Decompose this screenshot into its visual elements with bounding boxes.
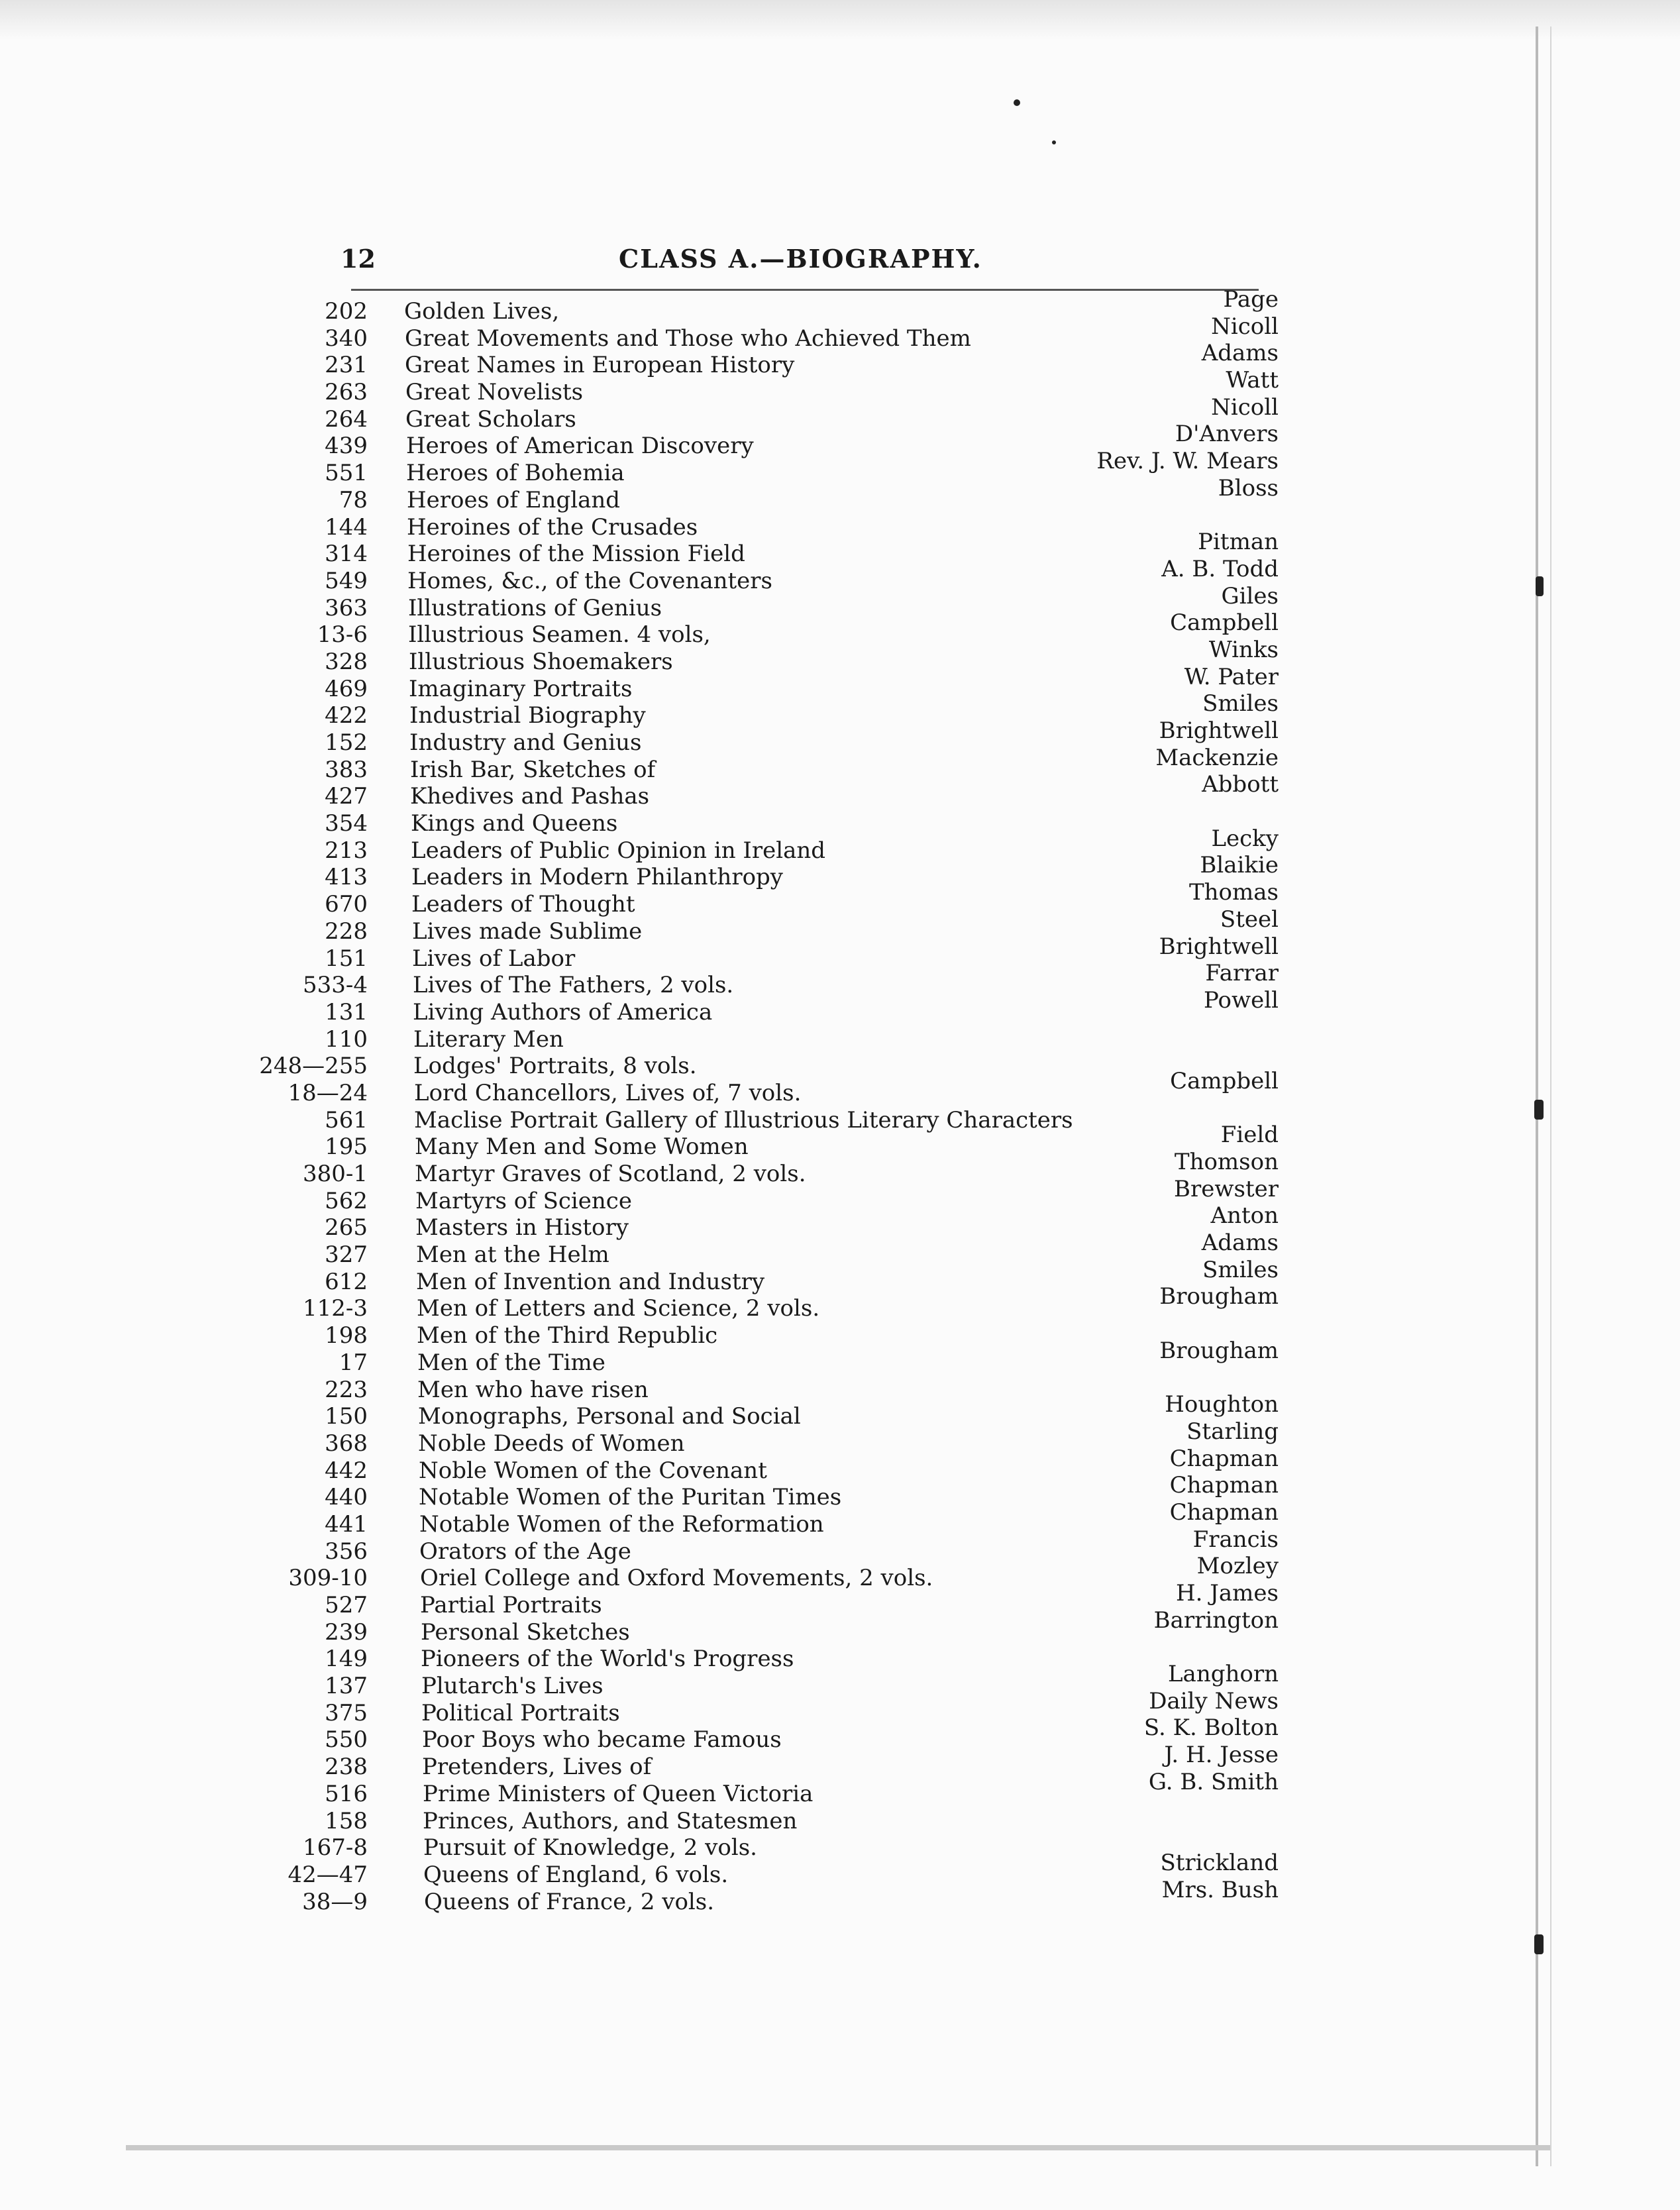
book-title: Leaders in Modern Philanthropy [411, 864, 784, 891]
list-item [325, 1606, 1305, 1646]
catalogue-number: 354 [325, 810, 368, 837]
ink-speck [1052, 140, 1056, 144]
catalogue-number: 13-6 [317, 621, 368, 649]
catalogue-number: 38—9 [302, 1888, 368, 1915]
book-title: Pioneers of the World's Progress [421, 1646, 794, 1673]
author-name: Adams [1201, 340, 1279, 367]
author-name: Brightwell [1159, 933, 1279, 960]
author-name: Giles [1221, 582, 1279, 609]
catalogue-number: 533-4 [302, 972, 368, 999]
author-name: Langhorn [1167, 1661, 1279, 1688]
ink-speck [1534, 1934, 1544, 1954]
author-name: G. B. Smith [1148, 1768, 1279, 1795]
list-item [315, 609, 1305, 649]
catalogue-number: 469 [325, 675, 368, 702]
scan-shadow [0, 0, 1680, 40]
book-title: Lives of The Fathers, 2 vols. [413, 972, 734, 999]
catalogue-number: 149 [325, 1646, 368, 1673]
book-title: Noble Women of the Covenant [419, 1457, 767, 1484]
list-item [313, 448, 1305, 487]
list-item [319, 933, 1305, 973]
author-name: Farrar [1205, 960, 1279, 987]
author-name: Powell [1204, 986, 1279, 1014]
catalogue-number: 202 [325, 298, 368, 325]
author-name: Brewster [1174, 1175, 1279, 1202]
author-name: Campbell [1170, 609, 1279, 637]
ink-speck [1536, 576, 1544, 596]
author-name: Page [1223, 286, 1279, 313]
catalogue-number: 263 [325, 379, 368, 406]
book-title: Masters in History [415, 1214, 629, 1241]
author-name: Rev. J. W. Mears [1096, 448, 1279, 475]
list-item [321, 1107, 1305, 1134]
catalogue-number: 422 [325, 702, 368, 729]
author-name: Smiles [1202, 690, 1279, 717]
book-title: Heroes of Bohemia [406, 460, 625, 487]
list-item [325, 1807, 1305, 1835]
author-name: Daily News [1149, 1687, 1279, 1714]
book-title: Heroines of the Crusades [407, 513, 698, 541]
list-item [288, 1067, 1305, 1107]
author-name: Brougham [1159, 1283, 1279, 1310]
author-name: Starling [1186, 1418, 1279, 1445]
catalogue-number: 356 [325, 1538, 368, 1565]
ink-speck [1014, 99, 1020, 106]
catalogue-number: 18—24 [288, 1079, 368, 1106]
list-item [325, 1391, 1305, 1430]
list-item [315, 555, 1305, 595]
catalogue-number: 137 [325, 1673, 368, 1700]
book-title: Lodges' Portraits, 8 vols. [413, 1053, 697, 1080]
list-item [325, 1526, 1305, 1565]
catalogue-number: 413 [325, 864, 368, 891]
author-name: Mrs. Bush [1161, 1876, 1279, 1903]
catalogue-number: 328 [325, 648, 368, 675]
author-name: Campbell [1170, 1067, 1279, 1094]
list-item [325, 1499, 1305, 1538]
book-title: Leaders of Thought [411, 891, 635, 918]
catalogue-number: 152 [325, 729, 368, 756]
catalogue-number: 167-8 [302, 1834, 368, 1862]
catalogue-number: 150 [325, 1403, 368, 1430]
list-item [324, 1322, 1305, 1349]
author-name: D'Anvers [1175, 421, 1279, 448]
author-name: Winks [1208, 636, 1279, 663]
book-title: Great Scholars [405, 405, 576, 433]
page-edge-secondary [1550, 26, 1551, 2166]
list-item [323, 1256, 1305, 1296]
book-title: Lives of Labor [412, 945, 576, 972]
author-name: Anton [1210, 1202, 1279, 1230]
author-name: Smiles [1202, 1256, 1279, 1283]
author-name: Chapman [1169, 1445, 1279, 1472]
catalogue-number: 550 [325, 1726, 368, 1754]
book-title: Martyrs of Science [415, 1187, 632, 1214]
catalogue-number: 441 [325, 1510, 368, 1538]
catalogue-number: 375 [325, 1699, 368, 1726]
author-name: Blaikie [1200, 852, 1279, 879]
book-title: Heroines of the Mission Field [407, 541, 745, 568]
catalogue-number: 363 [325, 594, 368, 621]
book-title: Queens of England, 6 vols. [423, 1861, 729, 1888]
list-item [316, 663, 1305, 703]
book-title: Golden Lives, [404, 298, 560, 325]
catalogue-list [259, 286, 1305, 1915]
book-title: Political Portraits [421, 1699, 620, 1726]
list-item [311, 286, 1305, 325]
book-title: Personal Sketches [421, 1618, 630, 1646]
list-item [322, 1122, 1305, 1161]
list-item [318, 810, 1305, 837]
author-name: H. James [1176, 1580, 1279, 1606]
list-item [302, 1283, 1305, 1322]
catalogue-number: 549 [325, 567, 368, 594]
book-title: Lives made Sublime [412, 918, 643, 945]
book-title: Heroes of England [407, 486, 621, 513]
book-title: Men at the Helm [416, 1241, 609, 1269]
catalogue-number: 309-10 [288, 1565, 368, 1592]
list-item [318, 825, 1305, 865]
catalogue-number: 264 [325, 405, 368, 433]
book-title: Great Names in European History [405, 352, 795, 379]
author-name: S. K. Bolton [1143, 1714, 1279, 1742]
list-item [321, 1026, 1305, 1053]
catalogue-number: 112-3 [302, 1295, 368, 1322]
author-name: Chapman [1169, 1499, 1279, 1526]
catalogue-number: 516 [325, 1780, 368, 1807]
catalogue-number: 158 [325, 1807, 368, 1834]
book-title: Industrial Biography [409, 702, 646, 729]
book-title: Queens of France, 2 vols. [424, 1888, 715, 1915]
author-name: Barrington [1153, 1606, 1279, 1634]
catalogue-number: 439 [325, 433, 368, 460]
list-item [315, 529, 1305, 568]
book-title: Kings and Queens [411, 810, 618, 837]
list-item [325, 1337, 1305, 1377]
catalogue-number: 314 [325, 541, 368, 568]
author-name: Watt [1226, 367, 1279, 394]
book-title: Maclise Portrait Gallery of Illustrious Literary Characters [414, 1106, 1073, 1133]
list-item [317, 744, 1305, 784]
list-item [302, 960, 1305, 999]
list-item [259, 1053, 1305, 1080]
author-name: Houghton [1165, 1391, 1279, 1418]
catalogue-number: 248—255 [259, 1053, 368, 1080]
catalogue-number: 144 [325, 513, 368, 541]
book-title: Illustrious Shoemakers [409, 648, 673, 675]
list-item [314, 514, 1305, 541]
header-rule [351, 289, 1259, 291]
book-title: Noble Deeds of Women [418, 1430, 685, 1457]
author-name: Adams [1201, 1230, 1279, 1257]
list-item [325, 1768, 1305, 1808]
list-item [302, 1834, 1305, 1862]
book-title: Illustrious Seamen. 4 vols, [408, 621, 711, 649]
book-title: Heroes of American Discovery [406, 433, 754, 460]
list-item [323, 1175, 1305, 1215]
author-name: Brightwell [1159, 717, 1279, 744]
book-title: Orators of the Age [419, 1538, 631, 1565]
author-name: Steel [1220, 906, 1279, 933]
list-item [323, 1230, 1305, 1269]
list-item [319, 852, 1305, 891]
list-item [317, 771, 1305, 810]
author-name: J. H. Jesse [1164, 1742, 1279, 1769]
catalogue-number: 131 [325, 998, 368, 1026]
list-item [325, 1714, 1305, 1754]
catalogue-number: 195 [325, 1133, 368, 1161]
catalogue-number: 265 [325, 1214, 368, 1241]
list-item [316, 636, 1305, 676]
book-title: Martyr Graves of Scotland, 2 vols. [415, 1161, 806, 1187]
list-item [313, 367, 1305, 406]
list-item [319, 906, 1305, 945]
list-item [319, 879, 1305, 918]
catalogue-number: 42—47 [288, 1861, 368, 1888]
ink-speck [1534, 1100, 1544, 1120]
list-item [325, 1445, 1305, 1485]
list-item [323, 1202, 1305, 1241]
list-item [312, 340, 1305, 379]
book-title: Homes, &c., of the Covenanters [407, 567, 772, 594]
book-title: Many Men and Some Women [415, 1133, 749, 1161]
catalogue-number: 670 [325, 891, 368, 918]
catalogue-number: 427 [325, 783, 368, 810]
book-title: Poor Boys who became Famous [422, 1726, 782, 1754]
list-item [315, 582, 1305, 622]
author-name: Nicoll [1211, 313, 1279, 340]
list-item [320, 986, 1305, 1026]
list-item [325, 1418, 1305, 1457]
book-title: Lord Chancellors, Lives of, 7 vols. [414, 1079, 802, 1106]
catalogue-number: 213 [325, 837, 368, 864]
book-title: Industry and Genius [409, 729, 642, 756]
book-title: Monographs, Personal and Social [418, 1403, 801, 1430]
author-name: Nicoll [1211, 394, 1279, 421]
author-name: Brougham [1159, 1337, 1279, 1364]
book-title: Men of Invention and Industry [416, 1268, 765, 1295]
list-item [302, 1149, 1305, 1188]
catalogue-number: 383 [325, 756, 368, 783]
book-title: Notable Women of the Puritan Times [419, 1484, 842, 1511]
book-title: Prime Ministers of Queen Victoria [423, 1780, 814, 1807]
book-title: Partial Portraits [420, 1592, 602, 1618]
catalogue-number: 380-1 [302, 1161, 368, 1187]
catalogue-number: 561 [325, 1106, 368, 1133]
book-title: Princes, Authors, and Statesmen [423, 1807, 798, 1834]
author-name: Field [1220, 1122, 1279, 1149]
book-title: Plutarch's Lives [421, 1673, 604, 1700]
page-edge [1536, 26, 1538, 2166]
book-title: Living Authors of America [413, 998, 713, 1026]
author-name: Pitman [1198, 529, 1279, 556]
book-title: Great Movements and Those who Achieved Them [405, 325, 971, 352]
catalogue-number: 231 [325, 352, 368, 379]
book-title: Great Novelists [405, 379, 584, 406]
catalogue-number: 562 [325, 1187, 368, 1214]
book-title: Literary Men [413, 1026, 564, 1053]
author-name: Strickland [1160, 1849, 1279, 1876]
catalogue-number: 228 [325, 918, 368, 945]
list-item [325, 1377, 1305, 1404]
book-title: Irish Bar, Sketches of [410, 756, 656, 783]
catalogue-number: 442 [325, 1457, 368, 1484]
book-title: Men of the Third Republic [417, 1322, 718, 1349]
author-name: Mackenzie [1155, 744, 1279, 771]
catalogue-number: 340 [325, 325, 368, 352]
author-name: Lecky [1211, 825, 1279, 852]
page-bottom-edge [126, 2145, 1550, 2150]
author-name: Thomson [1174, 1149, 1279, 1175]
catalogue-number: 527 [325, 1592, 368, 1618]
catalogue-number: 17 [339, 1349, 368, 1376]
book-title: Notable Women of the Reformation [419, 1510, 824, 1538]
list-item [314, 474, 1305, 514]
catalogue-number: 368 [325, 1430, 368, 1457]
catalogue-number: 78 [339, 486, 368, 513]
book-title: Leaders of Public Opinion in Ireland [411, 837, 826, 864]
book-title: Imaginary Portraits [409, 675, 633, 702]
running-head: CLASS A.—BIOGRAPHY. [619, 244, 982, 274]
author-name: Abbott [1202, 771, 1279, 798]
list-item [313, 394, 1305, 433]
list-item [312, 313, 1305, 352]
page-header [341, 244, 1261, 284]
page-number: 12 [341, 244, 376, 274]
book-title: Khedives and Pashas [410, 783, 650, 810]
book-title: Pretenders, Lives of [422, 1754, 652, 1781]
list-item [317, 690, 1305, 729]
list-item [288, 1553, 1305, 1592]
book-title: Men who have risen [417, 1376, 649, 1403]
catalogue-number: 440 [325, 1484, 368, 1511]
book-title: Pursuit of Knowledge, 2 vols. [423, 1834, 757, 1862]
list-item [325, 1472, 1305, 1511]
book-title: Men of the Time [417, 1349, 605, 1376]
catalogue-number: 151 [325, 945, 368, 972]
catalogue-number: 239 [325, 1618, 368, 1646]
author-name: Francis [1192, 1526, 1279, 1553]
author-name: Thomas [1188, 879, 1279, 906]
book-title: Oriel College and Oxford Movements, 2 vols. [420, 1565, 933, 1592]
book-title: Men of Letters and Science, 2 vols. [417, 1295, 820, 1322]
catalogue-number: 223 [325, 1376, 368, 1403]
author-name: Mozley [1196, 1553, 1279, 1580]
author-name: Chapman [1169, 1472, 1279, 1499]
author-name: A. B. Todd [1161, 555, 1279, 582]
list-item [302, 1876, 1305, 1916]
book-title: Illustrations of Genius [408, 594, 662, 621]
catalogue-number: 110 [325, 1026, 368, 1053]
list-item [325, 1646, 1305, 1673]
author-name: Bloss [1218, 474, 1279, 501]
catalogue-number: 612 [325, 1268, 368, 1295]
catalogue-number: 551 [325, 460, 368, 487]
catalogue-number: 238 [325, 1754, 368, 1781]
author-name: W. Pater [1184, 663, 1279, 690]
catalogue-number: 198 [325, 1322, 368, 1349]
list-item [288, 1849, 1305, 1889]
catalogue-number: 327 [325, 1241, 368, 1269]
